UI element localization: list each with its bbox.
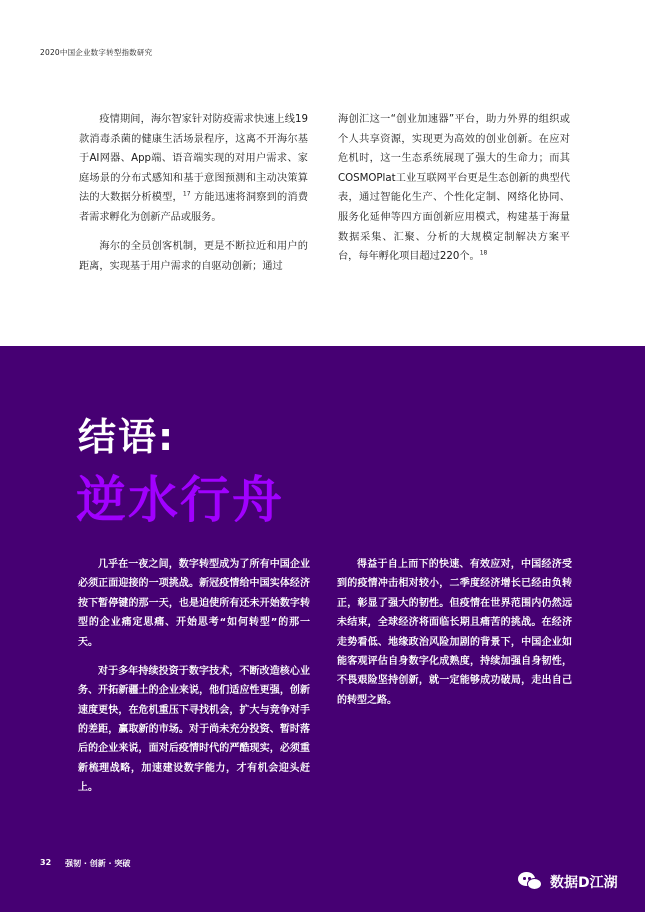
watermark-text: 数据D江湖 xyxy=(550,875,618,891)
conclusion-heading: 结语: xyxy=(78,415,176,459)
conclusion-right-column xyxy=(337,555,572,720)
conclusion-title: 逆水行舟 xyxy=(76,471,284,529)
paragraph: 几乎在一夜之间，数字转型成为了所有中国企业必须正面迎接的一项挑战。新冠疫情给中国实体经济按下暂停键的那一天，也是迫使所有还未开始数字转型的企业痛定思痛、开始思考“如何转型”的那一天。 xyxy=(78,559,310,648)
page-number: 32 xyxy=(40,858,52,867)
paragraph: 海创汇这一“创业加速器”平台，助力外界的组织或个人共享资源，实现更为高效的创业创新。在应对危机时，这一生态系统展现了强大的生命力；而其COSMOPlat工业互联网平台更是生态创新的典型代表，通过智能化生产、个性化定制、网络化协同、服务化延伸等四方面创新应用模式，构建基于海量数据采集、汇聚、分析的大规模定制解决方案平台，每年孵化项目超过220个。$^{18}$ xyxy=(338,114,570,263)
footnote-ref: 18 xyxy=(479,249,488,257)
conclusion-left-column xyxy=(78,555,310,807)
top-left-column xyxy=(79,110,308,286)
paragraph: 海尔的全员创客机制，更是不断拉近和用户的距离，实现基于用户需求的自驱动创新；通过 xyxy=(79,241,308,272)
paragraph: 疫情期间，海尔智家针对防疫需求快速上线19款消毒杀菌的健康生活场景程序，这离不开海尔基于AI网器、App端、语音端实现的对用户需求、家庭场景的分布式感知和基于意图预测和主动决策算法的大数据分析模型，$^{17}$ 方能迅速将洞察到的消费者需求孵化为创新产品或服务。 xyxy=(79,114,309,223)
footnote-ref: 17 xyxy=(182,190,191,198)
paragraph: 对于多年持续投资于数字技术，不断改造核心业务、开拓新疆土的企业来说，他们适应性更强，创新速度更快，在危机重压下寻找机会，扩大与竞争对手的差距，赢取新的市场。对于尚未充分投资、暂时落后的企业来说，面对后疫情时代的严酷现实，必须重新梳理战略，加速建设数字能力，才有机会迎头赶上。 xyxy=(78,665,310,794)
top-right-column xyxy=(338,110,570,277)
page-footer xyxy=(40,858,130,869)
running-title: 2020中国企业数字转型指数研究 xyxy=(40,48,153,57)
top-section xyxy=(0,0,645,346)
wechat-icon xyxy=(518,872,544,892)
footer-section-title: 强韧 · 创新 · 突破 xyxy=(65,859,131,868)
watermark xyxy=(518,872,618,892)
paragraph: 得益于自上而下的快速、有效应对，中国经济受到的疫情冲击相对较小，二季度经济增长已经由负转正，彰显了强大的韧性。但疫情在世界范围内仍然远未结束，全球经济将面临长期且痛苦的挑战。在经济走势看低、地缘政治风险加剧的背景下，中国企业如能客观评估自身数字化成熟度，持续加强自身韧性，不畏艰险坚持创新，就一定能够成功破局，走出自己的转型之路。 xyxy=(337,559,572,706)
